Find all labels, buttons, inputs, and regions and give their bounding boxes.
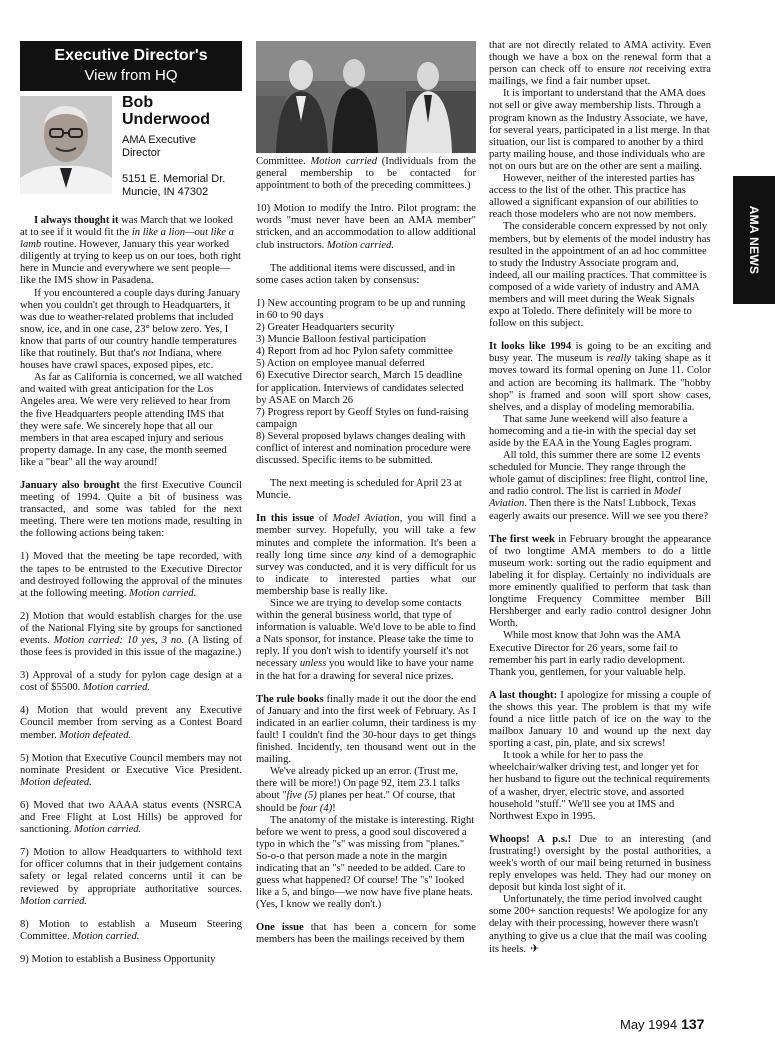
paragraph: If you encountered a couple days during January when you couldn't get through to Headquarters, it was due to weather-related problems that included snow, ice, and in one case, 23° below zero. Yes, I know that parts of our country handle temperatures like that routinely. But that's not Indiana, where houses have crawl spaces, exposed pipes, etc.	[20, 287, 241, 372]
museum-photo	[256, 41, 476, 153]
list-item: 1) New accounting program to be up and running in 60 to 90 days	[256, 297, 466, 321]
airplane-icon: ✈	[530, 941, 540, 955]
section-tab	[733, 176, 775, 304]
lead-in: The first week	[489, 533, 555, 545]
lead-in: A last thought:	[489, 689, 558, 701]
paragraph: Since we are trying to develop some contacts within the general business world, that type of information is valuable. We'd love to be able to find a Nats sponsor, for instance. Please take the time to reply. If you don't wish to identify yourself it's not necessary unless you would like to have your name in the hat for a drawing for several nice prizes.	[256, 598, 476, 682]
address-line-1: 5151 E. Memorial Dr.	[122, 173, 226, 185]
paragraph: The rule books finally made it out the door the end of January and into the first week of February. As I indicated in an earlier column, their tardiness is my fault! I couldn't find the 30-hour days to get things finished. Incidently, ten thousand went out in the mailing.	[256, 693, 476, 766]
paragraph: January also brought the first Executive Council meeting of 1994. Quite a bit of business was transacted, and some was tabled for the next meeting. There were ten motions made, resulting in the following actions being taken:	[20, 479, 242, 540]
paragraph: It took a while for her to pass the wheelchair/walker driving test, and longer yet for her husband to figure out the technical requirements of a washer, dryer, electric stove, and assorted household "stuff." We'll see you at IMS and Northwest Expo in 1995.	[489, 750, 710, 822]
paragraph: It is important to understand that the AMA does not sell or give away membership lists. Through a program known as the Industry Associate, we have, for several years, participated in a list merge. In that situation, our list is compared to another by a third party mailing house, and those individuals who are not on ours but are on the other are sent a mailing.	[489, 88, 710, 172]
author-portrait	[20, 96, 112, 194]
header-title: Executive Director's	[54, 47, 208, 64]
list-item: 2) Greater Headquarters security	[256, 322, 395, 334]
lead-in: In this issue	[256, 513, 315, 525]
paragraph: Committee. Motion carried (Individuals from the general membership to be contacted for appointment to both of the preceding committees.)	[256, 156, 477, 192]
motion-item: 1) Moved that the meeting be tape recorded, with the tapes to be entrusted to the Executive Director and destroyed following the approval of the minutes at the following meeting. Motion carried.	[20, 551, 242, 599]
paragraph: The anatomy of the mistake is interesting. Right before we went to press, a good soul discovered a typo in which the "s" was missing from "planes." So-o-o that person made a note in the margin indicating that an "s" needed to be added. Care to guess what happened? Of course! The "s" looked like a 5, and bingo—we now have five plane heats. (Yes, I know we really don't.)	[256, 814, 475, 911]
list-item: 7) Progress report by Geoff Styles on fund-raising campaign	[256, 406, 469, 430]
paragraph: In this issue of Model Aviation, you will find a member survey. Hopefully, you will take a few minutes and complete the information. It's been a really long time since any kind of a demographic survey was conducted, and it is very difficult for us to indicate to interested parties what our membership base is really like.	[256, 513, 476, 597]
paragraph: Unfortunately, the time period involved caught some 200+ sanction requests! We apologize for any delay with their processing, however there wasn't anything to give us a clue that the mail was cooling its heels. ✈	[489, 894, 708, 955]
lead-in: Whoops! A p.s.!	[489, 833, 572, 845]
header-subtitle: View from HQ	[84, 67, 178, 84]
author-bio	[122, 94, 242, 199]
motion-item: 7) Motion to allow Headquarters to withhold text for officer columns that in their judgement contains safety or legal related concerns until it can be reviewed by appropriate authoritative sources. Motion carried.	[20, 847, 242, 907]
lead-in: I always thought it	[34, 215, 119, 226]
role-line-2: Director	[122, 147, 161, 159]
author-role	[122, 134, 242, 160]
lead-in: The rule books	[256, 693, 324, 705]
list-item: 5) Action on employee manual deferred	[256, 358, 425, 370]
motion-item: 6) Moved that two AAAA status events (NSRCA and Free Flight at Lost Hills) be approved for sanctioning. Motion carried.	[20, 799, 242, 836]
paragraph: We've already picked up an error. (Trust me, there will be more!) On page 92, item 23.1 talks about "five (5) planes per heat." Of course, that should be four (4)!	[256, 766, 460, 814]
page-number: 137	[681, 1016, 705, 1032]
paragraph: As far as California is concerned, we all watched and waited with great anticipation for the Los Angeles area. We were very relieved to hear from the five Headquarters people attending IMS that they were safe. We sincerely hope that all our members in that area escaped injury and serious property damage. In any case, the month seemed like a "bear" all the way around!	[20, 372, 242, 468]
paragraph: that are not directly related to AMA activity. Even though we have a box on the renewal form that a person can check off to ensure not receiving extra mailings, we find a fair number upset.	[489, 40, 711, 88]
paragraph: A last thought: I apologize for missing a couple of the shows this year. The problem is that my wife found a nice little patch of ice on the way to the mailbox January 10 and wound up the next day sporting a cast, pin, plate, and six screws!	[489, 689, 711, 750]
address-line-2: Muncie, IN 47302	[122, 186, 209, 198]
paragraph: It looks like 1994 is going to be an exciting and busy year. The museum is really taking shape as it moves toward its formal opening on June 11. Color and action are becoming its hallmark. The "hobby shop" is framed and soon will sport show cases, shelves, and a display of modeling memorabilia.	[489, 341, 712, 413]
consensus-list	[256, 298, 476, 467]
paragraph: However, neither of the interested parties has access to the list of the other. This practice has allowed a significant expansion of our abilities to reach those modelers who are not now members.	[489, 173, 699, 221]
list-item: 3) Muncie Balloon festival participation	[256, 334, 427, 346]
text-column-3	[489, 40, 711, 956]
issue-date: May 1994	[620, 1017, 678, 1032]
section-tab-label: AMA NEWS	[747, 205, 762, 275]
list-item: 4) Report from ad hoc Pylon safety committee	[256, 346, 453, 358]
text-column-2	[256, 156, 476, 958]
motion-item: 9) Motion to establish a Business Opportunity	[20, 953, 216, 965]
author-first-name: Bob	[122, 94, 154, 111]
paragraph: Whoops! A p.s.! Due to an interesting (and frustrating!) oversight by the postal authorities, a week's worth of our mail being returned in business reply envelopes was held. They had our money on deposit but kinda lost sight of it.	[489, 833, 711, 894]
motion-item: 4) Motion that would prevent any Executive Council member from serving as a Contest Board member. Motion defeated.	[20, 705, 242, 741]
list-item: 6) Executive Director search, March 15 deadline for application. Interviews of candidates selected by ASAE on March 26	[256, 370, 464, 406]
paragraph: The first week in February brought the appearance of two longtime AMA members to do a little museum work: sorting out the radio equipment and labeling it for display. Certainly no individuals are more eminently qualified to perform that task than longtime Frequency Committee member Bill Hershberger and early radio control designer John Worth.	[489, 533, 711, 630]
lead-in: It looks like 1994	[489, 341, 572, 353]
lead-in: One issue	[256, 922, 304, 934]
page-footer	[620, 1018, 704, 1031]
author-address	[122, 173, 242, 199]
author-last-name: Underwood	[122, 111, 210, 128]
motion-item: 2) Motion that would establish charges for the use of the National Flying site by groups for sanctioned events. Motion carried: 10 yes, 3 no. (A listing of those fees is provided in this issue of the magazine.)	[20, 610, 242, 659]
motion-item: 3) Approval of a study for pylon cage design at a cost of $5500. Motion carried.	[20, 670, 242, 694]
paragraph: While most know that John was the AMA Executive Director for 26 years, some fail to remember his part in early radio development. Thank you, gentlemen, for your valuable help.	[489, 630, 686, 678]
paragraph: The next meeting is scheduled for April 23 at Muncie.	[256, 478, 462, 502]
role-line-1: AMA Executive	[122, 134, 196, 146]
text-column-1	[20, 215, 242, 977]
motion-item: 8) Motion to establish a Museum Steering Committee. Motion carried.	[20, 918, 242, 942]
motion-item: 5) Motion that Executive Council members may not nominate President or Executive Vice President. Motion defeated.	[20, 752, 242, 788]
paragraph: One issue that has been a concern for some members has been the mailings received by them	[256, 922, 476, 946]
paragraph: That same June weekend will also feature a homecoming and a tie-in with the special day set aside by the EAA in the Young Eagles program.	[489, 413, 697, 449]
paragraph: All told, this summer there are some 12 events scheduled for Muncie. They range through the whole gamut of disciplines: free flight, control line, and radio control. The list is carried in Model Aviation. Then there is the Nats! Lubbock, Texas eagerly awaits our presence. Will we see you there?	[489, 450, 709, 522]
paragraph: The additional items were discussed, and in some cases action taken by consensus:	[256, 262, 456, 286]
list-item: 8) Several proposed bylaws changes dealing with conflict of interest and nomination procedure were discussed. Specific items to be submitted.	[256, 430, 471, 467]
lead-in: January also brought	[20, 479, 120, 491]
column-header	[20, 41, 242, 91]
paragraph: I always thought it was March that we looked at to see if it would fit the in like a lion—out like a lamb routine. However, January this year worked diligently at trying to keep us on our toes, both right here in Muncie and everywhere we sent people—like the IMS show in Pasadena.	[20, 215, 241, 287]
motion-item: 10) Motion to modify the Intro. Pilot program: the words "must never have been an AMA member" stricken, and an accommodation to allow additional club instructors. Motion carried.	[256, 203, 476, 251]
paragraph: The considerable concern expressed by not only members, but by elements of the model industry has resulted in the appointment of an ad hoc committee to study the Industry Associate program and, indeed, all our mailing practices. That committee is composed of a wide variety of industry and AMA members and will meet during the Weak Signals expo at Toledo. There definitely will be more to follow on this subject.	[489, 221, 711, 330]
